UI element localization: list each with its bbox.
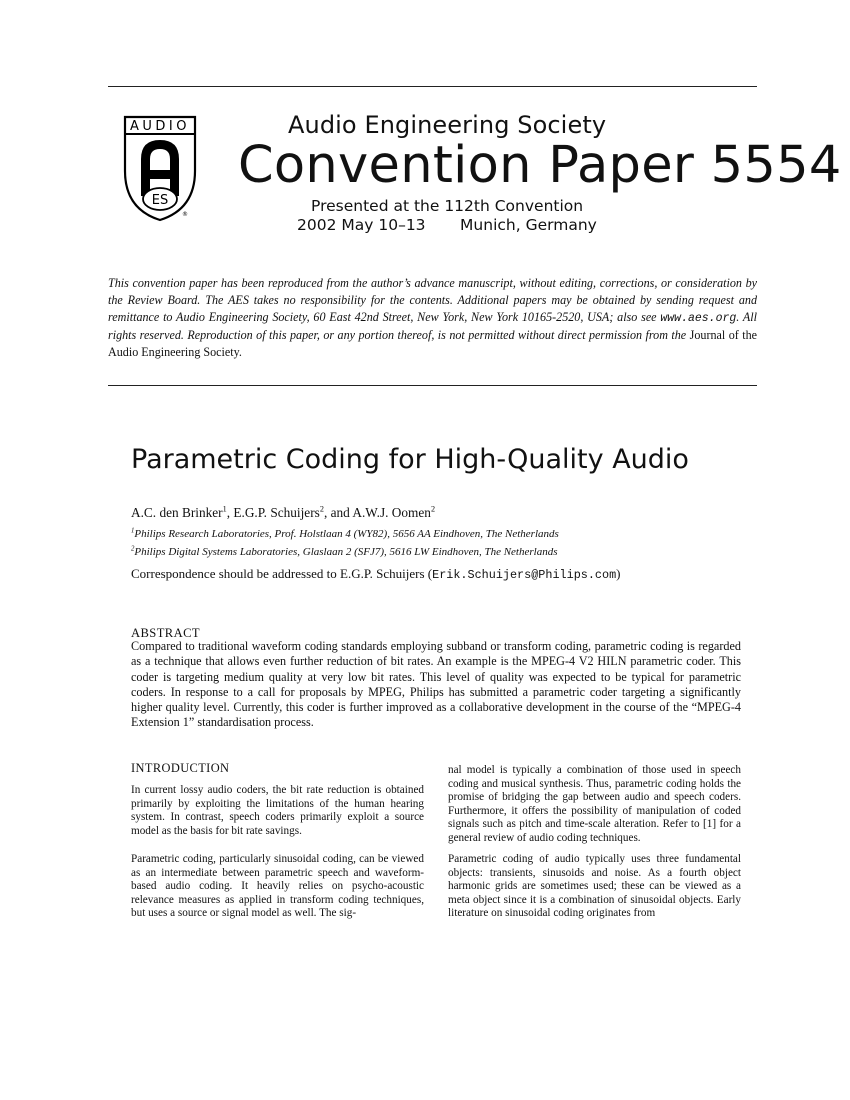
disclaimer-text-a: This convention paper has been reproduced from the author’s advance manuscript, without editing, corrections, or consideration by the Review Board. The AES takes no responsibility for the contents. Additional papers may be obtained by sending request and remittance to Audio Engineering Society, 60 East 42nd Street, New York, New York 10165-2520, USA; also see	[108, 276, 757, 324]
author-name: E.G.P. Schuijers	[233, 505, 320, 520]
header-top-rule	[108, 86, 757, 87]
convention-paper-heading	[238, 136, 842, 195]
body-paragraph: In current lossy audio coders, the bit rate reduction is obtained primarily by exploiting the limitations of the human hearing system. In contrast, speech coders primarily exploit a source model as the basis for bit rate savings.	[131, 784, 424, 837]
aes-url-link[interactable]: www.aes.org	[660, 312, 737, 325]
logo-bottom-text: ES	[151, 193, 169, 208]
body-paragraph: nal model is typically a combination of those used in speech coding and musical synthesis. Thus, parametric coding holds the promise of bridging the gap between audio and speech coders. Furthermore, it offers the possibility of manipulation of coded signals such as pitch and time-scale alteration. Refer to [1] for a general review of audio coding techniques.	[448, 764, 741, 844]
body-paragraph: Parametric coding of audio typically uses three fundamental objects: transients, sinusoids and noise. As a fourth object harmonic grids are sometimes used; these can be viewed as a meta object since it is a combination of sinusoidal objects. Early literature on sinusoidal coding originates from	[448, 853, 741, 919]
disclaimer-text-b: . All rights reserved. Reproduction of this paper, or any portion thereof, is not permitted without direct permission from the	[108, 310, 757, 342]
author-sup: 1	[222, 504, 227, 514]
paper-title: Parametric Coding for High-Quality Audio	[131, 444, 689, 475]
author-separator: ,	[226, 505, 234, 520]
disclaimer	[108, 275, 757, 361]
affiliation-sup: 2	[131, 545, 135, 553]
logo-trademark: ®	[182, 211, 188, 218]
correspondence-email[interactable]: Erik.Schuijers@Philips.com	[432, 568, 617, 582]
affiliation	[131, 546, 557, 558]
body-paragraph: Parametric coding, particularly sinusoidal coding, can be viewed as an intermediate between parametric speech and waveform-based audio coding. It heavily relies on psycho-acoustic relevance measures as applied in transform coding techniques, but uses a source or signal model as well. The sig-	[131, 853, 424, 919]
journal-name: Journal of the Audio Engineering Society.	[108, 328, 758, 359]
paper-number: 5554	[710, 136, 842, 195]
affiliation-sup: 1	[131, 527, 135, 535]
abstract-body: Compared to traditional waveform coding standards employing subband or transform coding, parametric coding is regarded as a technique that allows even further reduction of bit rates. An example is the MPEG-4 V2 HILN parametric coder. This coder is targeting medium quality at very low bit rates. This level of quality was expected to be typical for parametric coders. In response to a call for proposals by MPEG, Philips has submitted a parametric coder targeting a significantly higher quality level. Currently, this coder is further improved as a collaborative development in the course of the “MPEG-4 Extension 1” standardisation process.	[131, 639, 741, 730]
introduction-heading: INTRODUCTION	[131, 761, 230, 775]
convention-date: 2002 May 10–13	[297, 216, 426, 234]
affiliation	[131, 528, 559, 540]
convention-paper-label: Convention Paper	[238, 136, 695, 195]
affiliation-text: Philips Research Laboratories, Prof. Holstlaan 4 (WY82), 5656 AA Eindhoven, The Netherlands	[134, 528, 559, 540]
correspondence-suffix: )	[616, 566, 621, 581]
author-name: A.C. den Brinker	[131, 505, 223, 520]
affiliation-text: Philips Digital Systems Laboratories, Glaslaan 2 (SFJ7), 5616 LW Eindhoven, The Netherlands	[134, 546, 558, 558]
correspondence	[131, 566, 621, 582]
convention-location: Munich, Germany	[460, 216, 597, 234]
author-name: A.W.J. Oomen	[352, 505, 431, 520]
abstract-heading: ABSTRACT	[131, 626, 200, 640]
logo-top-text: AUDIO	[130, 119, 190, 134]
date-location	[297, 216, 597, 234]
society-name: Audio Engineering Society	[288, 111, 607, 139]
author-list	[131, 505, 435, 521]
author-sup: 2	[319, 504, 324, 514]
header-bottom-rule	[108, 385, 757, 386]
presented-at: Presented at the 112th Convention	[311, 197, 584, 215]
aes-logo	[122, 113, 198, 223]
author-sup: 2	[430, 504, 436, 514]
author-separator: , and	[323, 505, 353, 520]
correspondence-prefix: Correspondence should be addressed to E.G.P. Schuijers (	[131, 566, 433, 581]
